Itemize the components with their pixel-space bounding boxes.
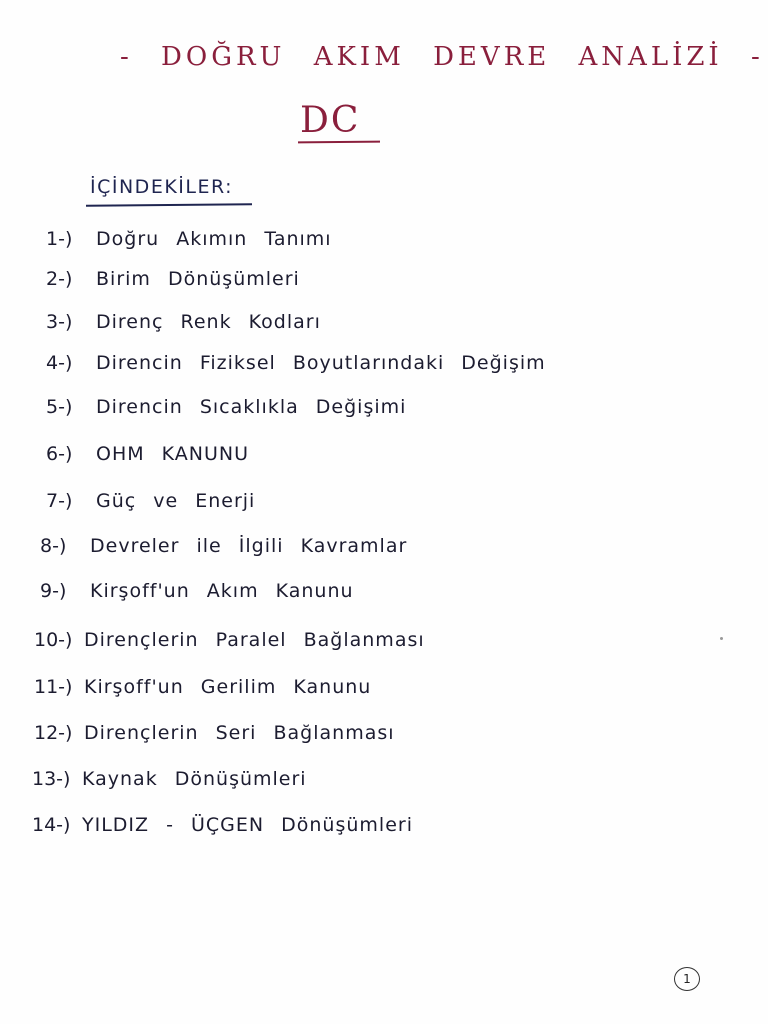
toc-item-number: 1-): [46, 228, 73, 250]
toc-item-13: [32, 768, 307, 790]
paper-speck: [720, 637, 723, 640]
toc-item-text: Direnç Renk Kodları: [96, 311, 321, 333]
toc-item-2: [46, 268, 300, 290]
toc-item-14: [32, 814, 413, 836]
toc-item-number: 7-): [46, 490, 73, 512]
toc-item-11: [34, 676, 371, 698]
toc-item-text: Kaynak Dönüşümleri: [82, 768, 307, 790]
toc-item-5: [46, 396, 406, 418]
toc-item-number: 6-): [46, 443, 73, 465]
toc-item-text: Güç ve Enerji: [96, 490, 256, 512]
toc-item-text: YILDIZ - ÜÇGEN Dönüşümleri: [82, 814, 413, 836]
toc-item-text: Direncin Fiziksel Boyutlarındaki Değişim: [96, 352, 546, 374]
toc-item-10: [34, 629, 425, 651]
toc-item-number: 3-): [46, 311, 73, 333]
toc-item-12: [34, 722, 395, 744]
toc-item-number: 2-): [46, 268, 73, 290]
toc-item-text: Dirençlerin Seri Bağlanması: [84, 722, 395, 744]
toc-item-text: Kirşoff'un Akım Kanunu: [90, 580, 354, 602]
toc-item-number: 4-): [46, 352, 73, 374]
toc-item-text: Devreler ile İlgili Kavramlar: [90, 535, 408, 557]
toc-item-4: [46, 352, 546, 374]
toc-item-text: Birim Dönüşümleri: [96, 268, 300, 290]
toc-item-1: [46, 228, 332, 250]
toc-item-number: 5-): [46, 396, 73, 418]
toc-item-text: Dirençlerin Paralel Bağlanması: [84, 629, 425, 651]
toc-item-7: [46, 490, 255, 512]
toc-item-text: Doğru Akımın Tanımı: [96, 228, 332, 250]
toc-item-number: 8-): [40, 535, 67, 557]
toc-item-number: 13-): [32, 768, 71, 790]
page-number: 1: [674, 967, 700, 991]
toc-item-number: 14-): [32, 814, 71, 836]
toc-item-9: [40, 580, 354, 602]
toc-item-text: Direncin Sıcaklıkla Değişimi: [96, 396, 407, 418]
toc-item-number: 9-): [40, 580, 67, 602]
toc-item-6: [46, 443, 249, 465]
toc-item-3: [46, 311, 321, 333]
toc-item-number: 12-): [34, 722, 73, 744]
toc-item-number: 10-): [34, 629, 73, 651]
toc-item-text: Kirşoff'un Gerilim Kanunu: [84, 676, 372, 698]
page-subtitle: DC: [300, 100, 361, 141]
page-title: - DOĞRU AKIM DEVRE ANALİZİ -: [120, 42, 764, 72]
toc-heading: İÇİNDEKİLER:: [90, 176, 233, 198]
toc-item-number: 11-): [34, 676, 73, 698]
toc-item-8: [40, 535, 407, 557]
toc-item-text: OHM KANUNU: [96, 443, 250, 465]
